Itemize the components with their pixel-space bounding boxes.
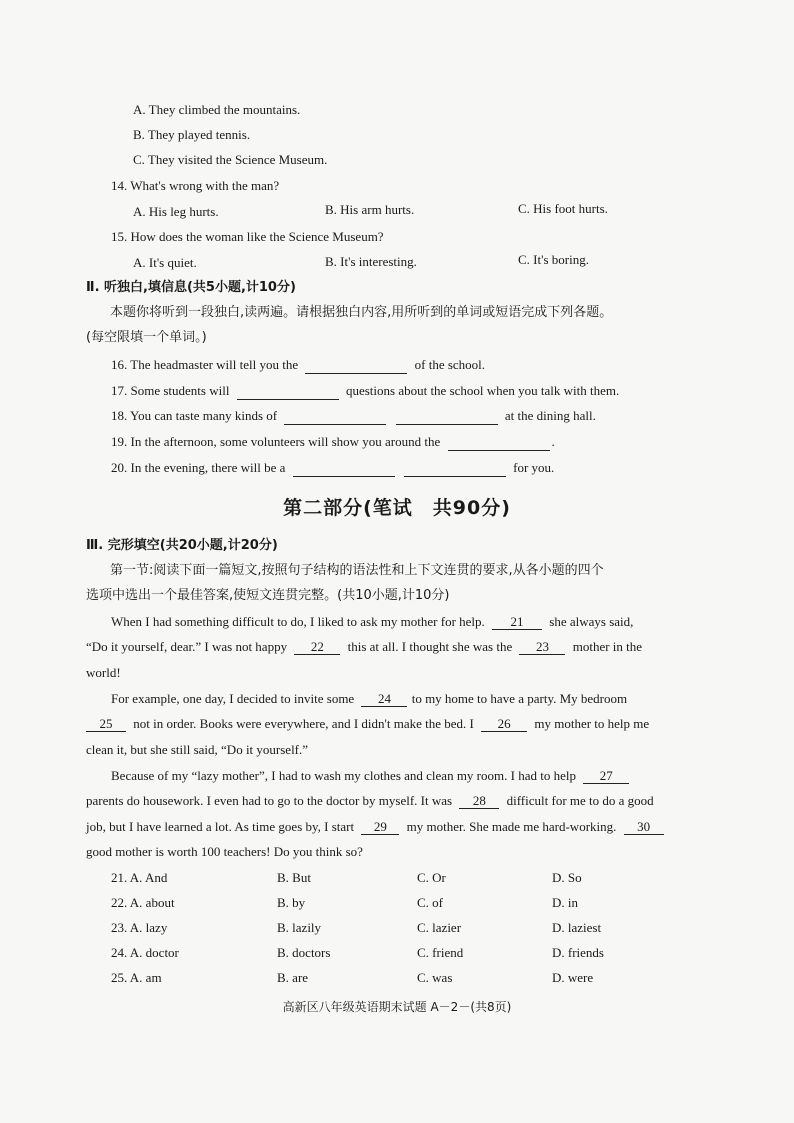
q19-text-before: 19. In the afternoon, some volunteers will show you around the bbox=[111, 434, 441, 449]
passage-line: good mother is worth 100 teachers! Do you think so? bbox=[86, 844, 363, 859]
q20-blank-1[interactable] bbox=[293, 462, 395, 477]
option-23-c[interactable]: C. lazier bbox=[417, 920, 462, 935]
q19-text-after: . bbox=[551, 434, 555, 449]
q20-text-before: 20. In the evening, there will be a bbox=[111, 460, 286, 475]
cloze-blank-26[interactable]: 26 bbox=[481, 716, 527, 732]
q18-blank-2[interactable] bbox=[396, 410, 498, 425]
option-23-b[interactable]: B. lazily bbox=[277, 920, 322, 935]
option-21-b[interactable]: B. But bbox=[277, 870, 311, 885]
passage-line bbox=[111, 613, 633, 631]
q13-option-b: B. They played tennis. bbox=[133, 127, 251, 142]
q14-option-b: B. His arm hurts. bbox=[325, 202, 415, 217]
option-21-d[interactable]: D. So bbox=[552, 870, 582, 885]
option-22-a[interactable]: 22. A. about bbox=[111, 895, 175, 910]
passage-line bbox=[86, 818, 664, 836]
option-22-d[interactable]: D. in bbox=[552, 895, 578, 910]
section3-instruction-1: 第一节:阅读下面一篇短文,按照句子结构的语法性和上下文连贯的要求,从各小题的四个 bbox=[110, 563, 604, 578]
q17 bbox=[111, 382, 619, 400]
cloze-blank-21[interactable]: 21 bbox=[492, 614, 542, 630]
q13-option-c: C. They visited the Science Museum. bbox=[133, 152, 328, 167]
q18 bbox=[111, 407, 596, 425]
passage-text: she always said, bbox=[549, 614, 634, 629]
passage-text: Because of my “lazy mother”, I had to wash my clothes and clean my room. I had to help bbox=[111, 768, 576, 783]
q18-text-before: 18. You can taste many kinds of bbox=[111, 408, 278, 423]
q15-option-b: B. It's interesting. bbox=[325, 254, 417, 269]
section2-instruction-1: 本题你将听到一段独白,读两遍。请根据独白内容,用所听到的单词或短语完成下列各题。 bbox=[110, 305, 613, 320]
passage-text: parents do housework. I even had to go to the doctor by myself. It was bbox=[86, 793, 453, 808]
q15-stem: 15. How does the woman like the Science Museum? bbox=[111, 229, 384, 244]
option-22-c[interactable]: C. of bbox=[417, 895, 443, 910]
cloze-blank-27[interactable]: 27 bbox=[583, 768, 629, 784]
passage-line bbox=[111, 690, 627, 708]
q19-blank[interactable] bbox=[448, 436, 550, 451]
page-footer: 高新区八年级英语期末试题 A－2－(共8页) bbox=[282, 1000, 512, 1014]
q13-option-a: A. They climbed the mountains. bbox=[133, 102, 301, 117]
cloze-blank-30[interactable]: 30 bbox=[624, 819, 664, 835]
q18-text-after: at the dining hall. bbox=[504, 408, 596, 423]
option-24-a[interactable]: 24. A. doctor bbox=[111, 945, 179, 960]
option-24-c[interactable]: C. friend bbox=[417, 945, 464, 960]
q16-text-after: of the school. bbox=[414, 357, 486, 372]
q20-blank-2[interactable] bbox=[404, 462, 506, 477]
q20 bbox=[111, 459, 554, 477]
q14-stem: 14. What's wrong with the man? bbox=[111, 178, 280, 193]
section3-heading: Ⅲ. 完形填空(共20小题,计20分) bbox=[86, 538, 278, 553]
part2-title: 第二部分(笔试 共90分) bbox=[283, 497, 511, 519]
passage-line: clean it, but she still said, “Do it yourself.” bbox=[86, 742, 309, 757]
q14-option-c: C. His foot hurts. bbox=[518, 201, 608, 216]
option-25-a[interactable]: 25. A. am bbox=[111, 970, 162, 985]
passage-line bbox=[86, 715, 649, 733]
q16 bbox=[111, 356, 485, 374]
passage-text: When I had something difficult to do, I liked to ask my mother for help. bbox=[111, 614, 485, 629]
passage-text: “Do it yourself, dear.” I was not happy bbox=[86, 639, 288, 654]
q20-text-after: for you. bbox=[513, 460, 555, 475]
option-23-a[interactable]: 23. A. lazy bbox=[111, 920, 168, 935]
passage-line bbox=[111, 767, 629, 785]
cloze-blank-23[interactable]: 23 bbox=[519, 639, 565, 655]
cloze-blank-24[interactable]: 24 bbox=[361, 691, 407, 707]
q19 bbox=[111, 433, 555, 451]
option-24-d[interactable]: D. friends bbox=[552, 945, 604, 960]
q15-option-a: A. It's quiet. bbox=[133, 255, 197, 270]
passage-text: my mother. She made me hard-working. bbox=[406, 819, 617, 834]
passage-text: For example, one day, I decided to invite some bbox=[111, 691, 355, 706]
option-21-c[interactable]: C. Or bbox=[417, 870, 446, 885]
q17-blank[interactable] bbox=[237, 385, 339, 400]
section3-instruction-2: 选项中选出一个最佳答案,使短文连贯完整。(共10小题,计10分) bbox=[86, 588, 450, 603]
option-23-d[interactable]: D. laziest bbox=[552, 920, 602, 935]
option-25-c[interactable]: C. was bbox=[417, 970, 453, 985]
cloze-blank-25[interactable]: 25 bbox=[86, 716, 126, 732]
passage-text: mother in the bbox=[572, 639, 643, 654]
cloze-blank-28[interactable]: 28 bbox=[459, 793, 499, 809]
option-22-b[interactable]: B. by bbox=[277, 895, 306, 910]
passage-line: world! bbox=[86, 665, 121, 680]
section2-heading: Ⅱ. 听独白,填信息(共5小题,计10分) bbox=[86, 280, 296, 295]
cloze-blank-29[interactable]: 29 bbox=[361, 819, 399, 835]
passage-text: this at all. I thought she was the bbox=[347, 639, 513, 654]
q18-blank-1[interactable] bbox=[284, 410, 386, 425]
q16-text-before: 16. The headmaster will tell you the bbox=[111, 357, 299, 372]
passage-text: to my home to have a party. My bedroom bbox=[411, 691, 628, 706]
passage-text: difficult for me to do a good bbox=[506, 793, 654, 808]
option-25-d[interactable]: D. were bbox=[552, 970, 594, 985]
section2-instruction-2: (每空限填一个单词。) bbox=[86, 330, 207, 345]
q16-blank[interactable] bbox=[305, 359, 407, 374]
passage-line bbox=[86, 792, 654, 810]
passage-text: not in order. Books were everywhere, and I didn't make the bed. I bbox=[133, 716, 474, 731]
q17-text-before: 17. Some students will bbox=[111, 383, 230, 398]
option-21-a[interactable]: 21. A. And bbox=[111, 870, 168, 885]
cloze-blank-22[interactable]: 22 bbox=[294, 639, 340, 655]
option-24-b[interactable]: B. doctors bbox=[277, 945, 331, 960]
passage-text: my mother to help me bbox=[534, 716, 650, 731]
q14-option-a: A. His leg hurts. bbox=[133, 204, 219, 219]
passage-line bbox=[86, 638, 642, 656]
option-25-b[interactable]: B. are bbox=[277, 970, 309, 985]
q17-text-after: questions about the school when you talk with them. bbox=[345, 383, 620, 398]
passage-text: job, but I have learned a lot. As time goes by, I start bbox=[86, 819, 355, 834]
q15-option-c: C. It's boring. bbox=[518, 252, 589, 267]
